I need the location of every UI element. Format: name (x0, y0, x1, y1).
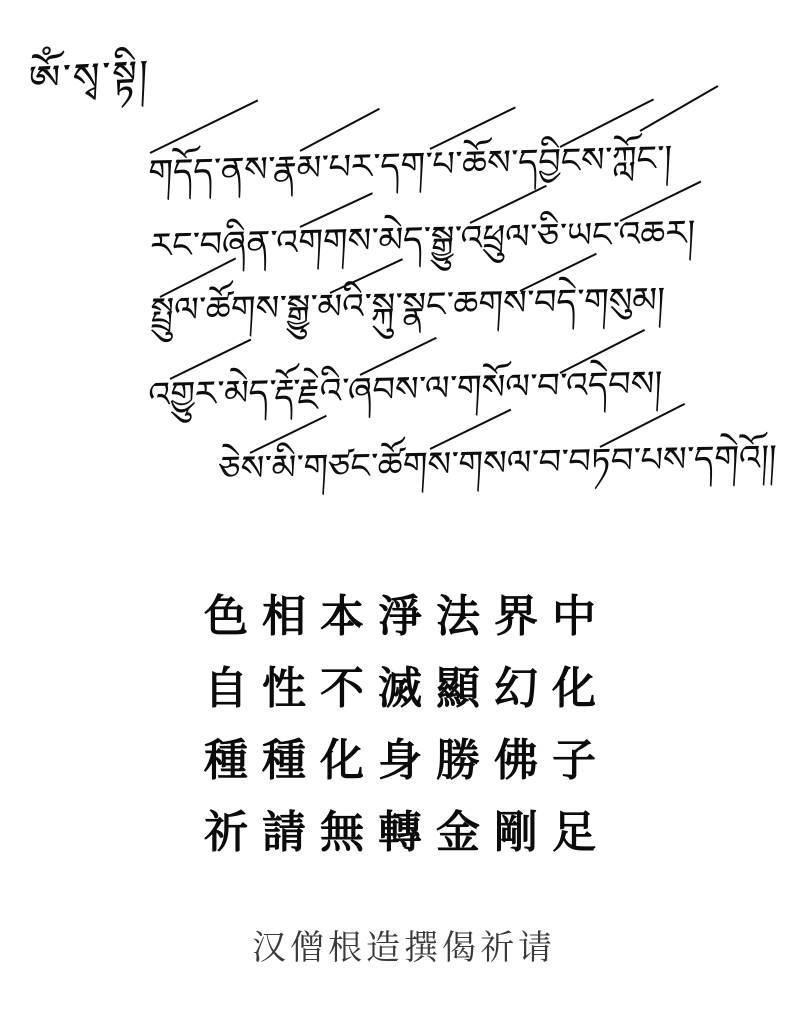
tibetan-line: རང་བཞིན་འགགས་མེད་སྒྱུ་འཕྲུལ་ཅི་ཡང་འཆར། (148, 213, 697, 267)
pen-stroke-icon (640, 85, 719, 132)
tibetan-line: གདོད་ནས་རྣམ་པར་དག་པ་ཆོས་དབྱིངས་ཀློང་། (146, 138, 673, 194)
pen-stroke-icon (150, 99, 259, 153)
verse-line: 色相本淨法界中 (204, 591, 610, 642)
verse-line: 祈請無轉金剛足 (204, 807, 610, 859)
tibetan-opening-syllable: ༀ་སྭ་སྟི། (26, 51, 151, 105)
pen-stroke-icon (300, 108, 380, 152)
tibetan-line: ཅེས་མི་གཙང་ཚོགས་གསལ་བ་བཏབ་པས་དགེའོ།། (216, 438, 778, 490)
tibetan-line: འགྱུར་མེད་རྡོ་རྗེའི་ཞབས་ལ་གསོལ་བ་འདེབས། (146, 364, 664, 416)
attribution-line: 汉僧根造撰偈祈请 (252, 928, 556, 968)
chinese-verse-block (0, 588, 800, 876)
tibetan-line: སྤྲུལ་ཚོགས་སྒྱུ་མའི་སྐུ་སྣང་ཆགས་བདེ་གསུམ། (148, 280, 666, 332)
verse-line: 種種化身勝佛子 (204, 735, 610, 787)
verse-line: 自性不滅顯幻化 (204, 663, 610, 715)
